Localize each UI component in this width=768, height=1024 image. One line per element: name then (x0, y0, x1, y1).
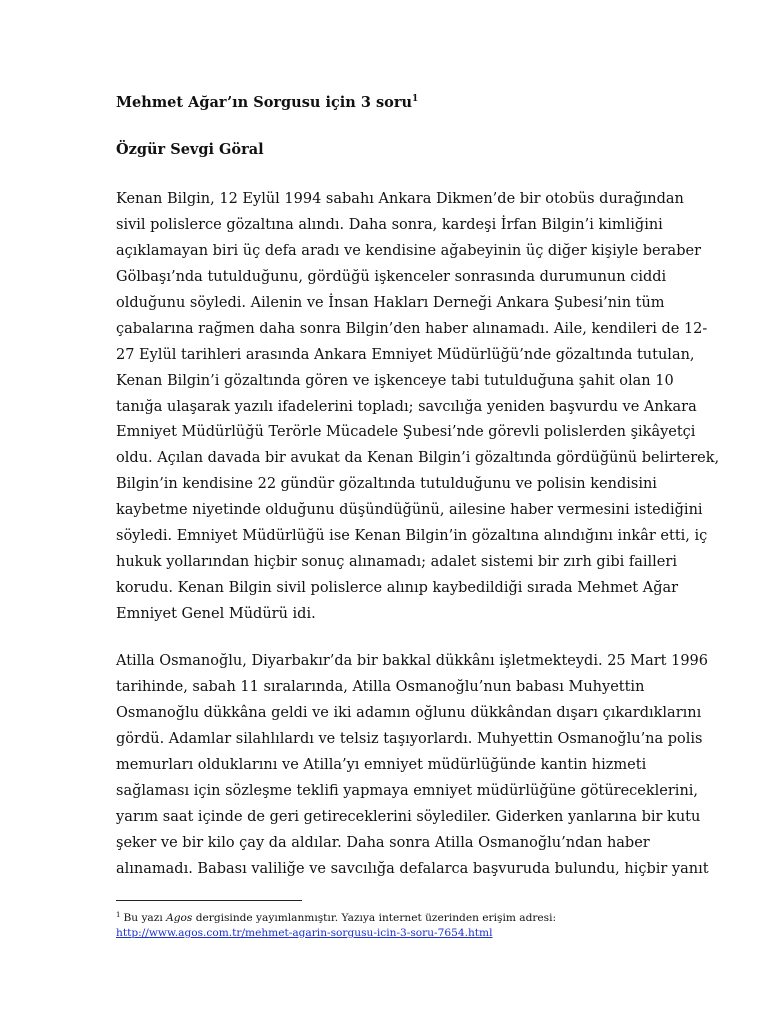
paragraph-line: şeker ve bir kilo çay da aldılar. Daha sonra Atilla Osmanoğlu’ndan haber (116, 834, 650, 851)
author-name: Özgür Sevgi Göral (116, 141, 264, 158)
paragraph-line: Kenan Bilgin’i gözaltında gören ve işkenceye tabi tutulduğuna şahit olan 10 (116, 372, 674, 389)
paragraph-line: çabalarına rağmen daha sonra Bilgin’den haber alınamadı. Aile, kendileri de 12- (116, 320, 708, 337)
paragraph-line: yarım saat içinde de geri getireceklerini söylediler. Giderken yanlarına bir kutu (116, 808, 701, 825)
paragraph-2 (116, 649, 709, 882)
page-title (116, 88, 676, 114)
title-text: Mehmet Ağar’ın Sorgusu için 3 soru (116, 94, 413, 111)
paragraph-line: alınamadı. Babası valiliğe ve savcılığa defalarca başvuruda bulundu, hiçbir yanıt (116, 860, 709, 877)
paragraph-line: Bilgin’in kendisine 22 gündür gözaltında tutulduğunu ve polisin kendisini (116, 476, 657, 493)
paragraph-line: hukuk yollarından hiçbir sonuç alınamadı; adalet sistemi bir zırh gibi failleri (116, 554, 677, 571)
footnote-text-line (116, 908, 676, 926)
footnote-text-before: Bu yazı (123, 912, 167, 924)
paragraph-line: sağlaması için sözleşme teklifi yapmaya emniyet müdürlüğüne götüreceklerini, (116, 782, 699, 799)
paragraph-1 (116, 187, 720, 628)
footnote-text-after: dergisinde yayımlanmıştır. Yazıya internet üzerinden erişim adresi: (192, 912, 557, 924)
footnote-divider (116, 900, 302, 901)
paragraph-line: tanığa ulaşarak yazılı ifadelerini topladı; savcılığa yeniden başvurdu ve Ankara (116, 398, 697, 415)
paragraph-line: oldu. Açılan davada bir avukat da Kenan Bilgin’i gözaltında gördüğünü belirterek, (116, 450, 720, 467)
paragraph-line: 27 Eylül tarihleri arasında Ankara Emniyet Müdürlüğü’nde gözaltında tutulan, (116, 346, 695, 363)
footnote (116, 908, 676, 941)
paragraph-line: olduğunu söyledi. Ailenin ve İnsan Hakları Derneği Ankara Şubesi’nin tüm (116, 294, 665, 311)
footnote-mark: 1 (116, 911, 121, 919)
footnote-italic: Agos (166, 912, 193, 924)
paragraph-line: korudu. Kenan Bilgin sivil polislerce alınıp kaybedildiği sırada Mehmet Ağar (116, 580, 679, 597)
paragraph-line: açıklamayan biri üç defa aradı ve kendisine ağabeyinin üç diğer kişiyle beraber (116, 242, 701, 259)
paragraph-line: Emniyet Genel Müdürü idi. (116, 606, 316, 622)
paragraph-line: Osmanoğlu dükkâna geldi ve iki adamın oğlunu dükkândan dışarı çıkardıklarını (116, 704, 702, 721)
paragraph-line: Kenan Bilgin, 12 Eylül 1994 sabahı Ankara Dikmen’de bir otobüs durağından (116, 191, 684, 207)
paragraph-line: Emniyet Müdürlüğü Terörle Mücadele Şubesi’nde görevli polislerden şikâyetçi (116, 424, 696, 441)
paragraph-line: Atilla Osmanoğlu, Diyarbakır’da bir bakkal dükkânı işletmekteydi. 25 Mart 1996 (116, 653, 709, 669)
paragraph-line: gördü. Adamlar silahlılardı ve telsiz taşıyorlardı. Muhyettin Osmanoğlu’na polis (116, 730, 703, 747)
paragraph-line: söyledi. Emniyet Müdürlüğü ise Kenan Bilgin’in gözaltına alındığını inkâr etti, iç (116, 528, 708, 545)
paragraph-line: kaybetme niyetinde olduğunu düşündüğünü, ailesine haber vermesini istediğini (116, 502, 703, 519)
paragraph-line: memurları olduklarını ve Atilla’yı emniyet müdürlüğünde kantin hizmeti (116, 756, 647, 773)
paragraph-line: tarihinde, sabah 11 sıralarında, Atilla Osmanoğlu’nun babası Muhyettin (116, 678, 645, 695)
footnote-link-line (116, 926, 676, 941)
footnote-link[interactable]: http://www.agos.com.tr/mehmet-agarin-sorgusu-icin-3-soru-7654.html (116, 927, 493, 939)
paragraph-line: Gölbaşı’nda tutulduğunu, gördüğü işkenceler sonrasında durumunun ciddi (116, 268, 667, 285)
title-footnote-ref[interactable]: 1 (412, 94, 419, 104)
paragraph-line: sivil polislerce gözaltına alındı. Daha sonra, kardeşi İrfan Bilgin’i kimliğini (116, 216, 663, 233)
